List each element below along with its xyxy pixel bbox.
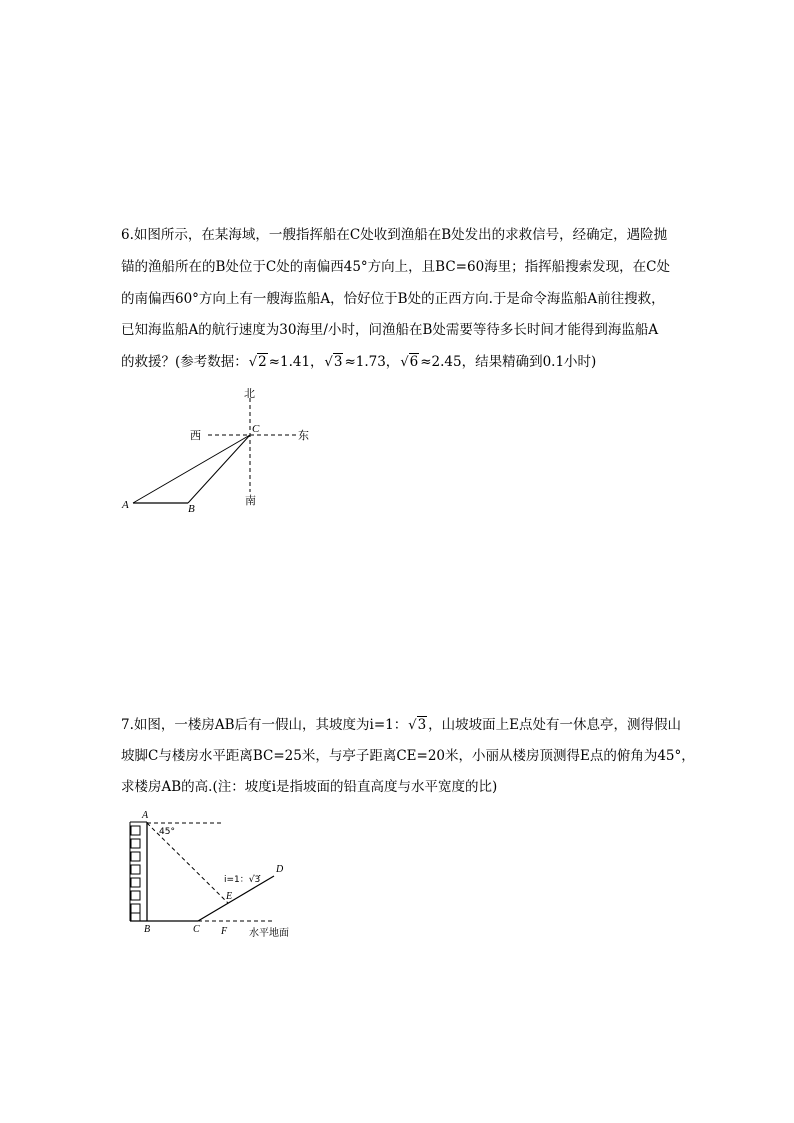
label-B: B xyxy=(188,503,195,515)
sqrt6-value: ≈2.45，结果精确到0.1小时) xyxy=(420,354,597,370)
problem6-line-2: 锚的渔船所在的B处位于C处的南偏西45°方向上，且BC=60海里；指挥船搜索发现，在C处 xyxy=(121,259,670,275)
label-B: B xyxy=(144,924,151,935)
problem6-line-1: 6.如图所示，在某海域，一艘指挥船在C处收到渔船在B处发出的求救信号，经确定，遇险抛 xyxy=(121,227,668,243)
label-C: C xyxy=(252,423,260,435)
ground-label: 水平地面 xyxy=(249,928,289,939)
sqrt2-value: ≈1.41， xyxy=(268,354,324,370)
label-E: E xyxy=(226,891,233,902)
reference-prefix: 的救援？(参考数据： xyxy=(121,354,248,370)
problem6-line-4: 已知海监船A的航行速度为30海里/小时，问渔船在B处需要等待多长时间才能得到海监船A xyxy=(121,322,659,338)
sqrt3: √3 xyxy=(324,354,343,370)
sqrt3-value: ≈1.73， xyxy=(344,354,400,370)
label-north: 北 xyxy=(244,387,255,400)
problem7-line-1-suffix: ，山坡坡面上E点处有一休息亭，测得假山 xyxy=(428,717,682,733)
label-east: 东 xyxy=(298,429,309,442)
label-D: D xyxy=(276,864,284,875)
building-windows xyxy=(131,826,140,921)
label-A: A xyxy=(142,810,149,821)
problem7-line-1-prefix: 7.如图，一楼房AB后有一假山，其坡度为i=1： xyxy=(121,717,408,733)
label-F: F xyxy=(221,926,228,937)
problem7-sqrt3: √3 xyxy=(408,717,427,733)
problem7-line-3: 求楼房AB的高.(注：坡度i是指坡面的铅直高度与水平宽度的比) xyxy=(121,779,498,795)
slope-label: i=1：√3 xyxy=(224,875,261,885)
label-south: 南 xyxy=(245,494,256,507)
angle-label: 45° xyxy=(159,827,175,837)
sqrt6: √6 xyxy=(400,354,419,370)
problem7-line-2: 坡脚C与楼房水平距离BC=25米，与亭子距离CE=20米，小丽从楼房顶测得E点的俯角为45°， xyxy=(121,748,695,764)
label-A: A xyxy=(122,499,129,511)
problem6-line-3: 的南偏西60°方向上有一艘海监船A，恰好位于B处的正西方向.于是命令海监船A前往搜救， xyxy=(121,291,665,307)
sqrt2: √2 xyxy=(248,354,267,370)
label-C: C xyxy=(193,924,200,935)
label-west: 西 xyxy=(190,429,201,442)
